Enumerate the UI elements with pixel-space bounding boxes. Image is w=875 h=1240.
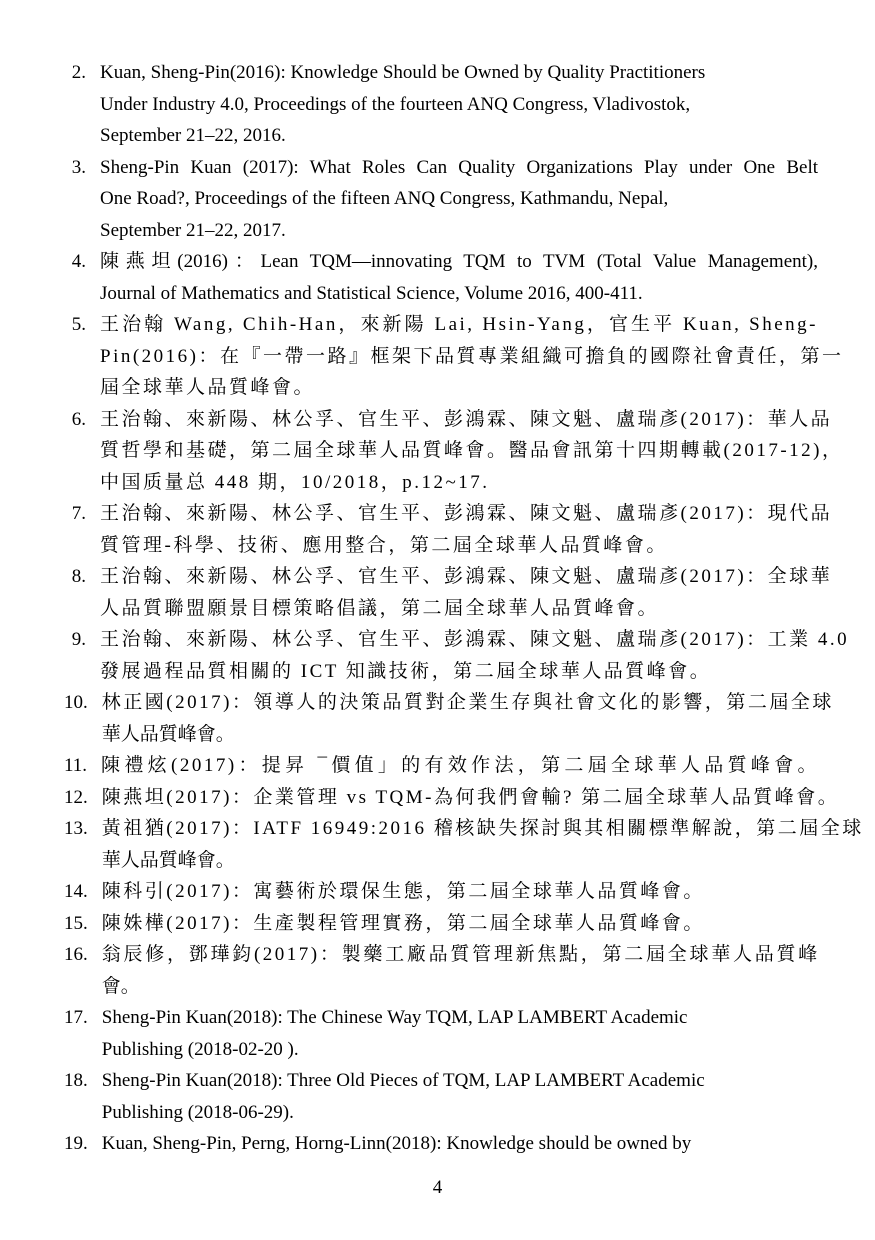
item-line: Sheng-Pin Kuan(2018): The Chinese Way TQM, LAP LAMBERT Academic (101, 1007, 688, 1028)
list-item (64, 561, 833, 624)
item-number: 16. (64, 944, 88, 965)
item-line: 華人品質峰會。 (101, 723, 235, 745)
item-content (100, 404, 844, 499)
item-line: 王治翰、來新陽、林公孚、官生平、彭鴻霖、陳文魁、盧瑞彥(2017)：全球華 (100, 566, 833, 587)
list-item (64, 813, 864, 876)
list-item (64, 750, 822, 782)
list-item (64, 57, 822, 152)
item-line: One Road?, Proceedings of the fifteen ANQ Congress, Kathmandu, Nepal, (100, 188, 669, 209)
item-line: Pin(2016)：在『一帶一路』框架下品質專業組織可擔負的國際社會責任，第一 (100, 345, 844, 367)
item-number: 9. (71, 629, 86, 650)
item-number: 14. (64, 881, 88, 902)
item-content (102, 1002, 820, 1065)
item-line: September 21–22, 2016. (100, 125, 286, 146)
item-number: 4. (71, 251, 86, 272)
item-content (102, 876, 820, 908)
list-item (64, 624, 850, 687)
item-number: 3. (71, 156, 86, 178)
item-line: Sheng-Pin Kuan(2018): Three Old Pieces of TQM, LAP LAMBERT Academic (101, 1070, 705, 1091)
list-item (64, 876, 822, 908)
item-number: 5. (71, 314, 86, 335)
item-content (102, 1128, 820, 1160)
list-item (64, 309, 844, 404)
list-item (64, 152, 822, 247)
item-line: 王治翰、來新陽、林公孚、官生平、彭鴻霖、陳文魁、盧瑞彥(2017)：現代品 (100, 503, 833, 524)
list-item (64, 498, 833, 561)
item-number: 10. (64, 692, 88, 713)
item-line: 王治翰、來新陽、林公孚、官生平、彭鴻霖、陳文魁、盧瑞彥(2017)：工業 4.0 (100, 629, 850, 650)
list-item (64, 404, 844, 499)
item-line: 王治翰 Wang, Chih-Han，來新陽 Lai, Hsin-Yang，官生平 Kuan, Sheng- (100, 314, 818, 335)
item-content (100, 561, 833, 624)
item-content (100, 624, 850, 687)
item-line: 陳姝樺(2017)：生產製程管理實務，第二屆全球華人品質峰會。 (101, 912, 705, 934)
item-line: 翁辰修，鄧璍鈞(2017)：製藥工廠品質管理新焦點，第二屆全球華人品質峰 (101, 944, 820, 965)
item-line: Journal of Mathematics and Statistical Science, Volume 2016, 400-411. (100, 282, 643, 304)
item-line: 陳禮炫(2017)：提昇 ¯價值」的有效作法，第二屆全球華人品質峰會。 (101, 755, 820, 776)
item-number: 15. (64, 912, 88, 934)
item-number: 12. (64, 786, 88, 808)
item-number: 8. (71, 566, 86, 587)
item-line: 人品質聯盟願景目標策略倡議，第二屆全球華人品質峰會。 (100, 597, 660, 619)
item-line: 陳科引(2017)：寓藝術於環保生態，第二屆全球華人品質峰會。 (101, 881, 705, 902)
item-line: Kuan, Sheng-Pin, Perng, Horng-Linn(2018): Knowledge should be owned by (101, 1133, 692, 1154)
item-content (101, 687, 834, 750)
item-line: 陳燕坦(2017)：企業管理 vs TQM-為何我們會輸? 第二屆全球華人品質峰會。 (101, 786, 840, 808)
item-content (100, 152, 818, 247)
item-content (102, 939, 820, 1002)
item-content (101, 782, 840, 814)
item-line: 質管理-科學、技術、應用整合，第二屆全球華人品質峰會。 (100, 534, 668, 556)
item-number: 19. (64, 1133, 88, 1154)
item-line: Publishing (2018-06-29). (101, 1101, 294, 1123)
list-item (64, 939, 822, 1002)
item-number: 17. (64, 1007, 88, 1028)
item-number: 13. (64, 818, 88, 839)
item-line: 中国质量总 448 期，10/2018，p.12~17. (100, 471, 490, 493)
item-line: 陳燕坦(2016)：Lean TQM—innovating TQM to TVM (Total Value Management), (100, 251, 818, 272)
item-content (100, 498, 833, 561)
item-content (102, 908, 820, 940)
item-number: 11. (64, 755, 88, 776)
item-line: 林正國(2017)：領導人的決策品質對企業生存與社會文化的影響，第二屆全球 (101, 692, 834, 713)
item-line: 質哲學和基礎，第二屆全球華人品質峰會。醫品會訊第十四期轉載(2017-12)， (100, 440, 844, 461)
item-line: 王治翰、來新陽、林公孚、官生平、彭鴻霖、陳文魁、盧瑞彥(2017)：華人品 (100, 408, 833, 430)
item-content (101, 750, 819, 782)
item-line: September 21–22, 2017. (100, 219, 286, 241)
item-line: 黃祖猶(2017)：IATF 16949:2016 稽核缺失探討與其相關標準解說，第二屆全球 (101, 818, 864, 839)
list-item (64, 1002, 822, 1065)
list-item (64, 687, 834, 750)
item-number: 7. (71, 503, 86, 524)
page-number: 4 (432, 1177, 443, 1198)
item-number: 18. (64, 1070, 88, 1091)
item-line: 發展過程品質相關的 ICT 知識技術，第二屆全球華人品質峰會。 (100, 660, 712, 682)
item-line: 會。 (101, 975, 140, 997)
list-item (64, 1128, 822, 1160)
item-content (100, 246, 818, 309)
list-item (64, 1065, 822, 1128)
item-content (100, 309, 844, 404)
item-number: 6. (71, 408, 86, 430)
item-line: Publishing (2018-02-20 ). (101, 1038, 299, 1060)
item-line: Kuan, Sheng-Pin(2016): Knowledge Should be Owned by Quality Practitioners (100, 62, 706, 83)
publication-list (64, 57, 864, 1160)
list-item (64, 246, 822, 309)
item-line: Sheng-Pin Kuan (2017): What Roles Can Quality Organizations Play under One Belt (100, 156, 818, 178)
item-line: 屆全球華人品質峰會。 (100, 377, 316, 398)
list-item (64, 782, 840, 814)
item-content (100, 57, 818, 152)
item-number: 2. (71, 62, 86, 83)
item-content (102, 1065, 820, 1128)
list-item (64, 908, 822, 940)
item-line: 華人品質峰會。 (101, 849, 235, 871)
item-content (101, 813, 864, 876)
item-line: Under Industry 4.0, Proceedings of the fourteen ANQ Congress, Vladivostok, (100, 93, 691, 115)
